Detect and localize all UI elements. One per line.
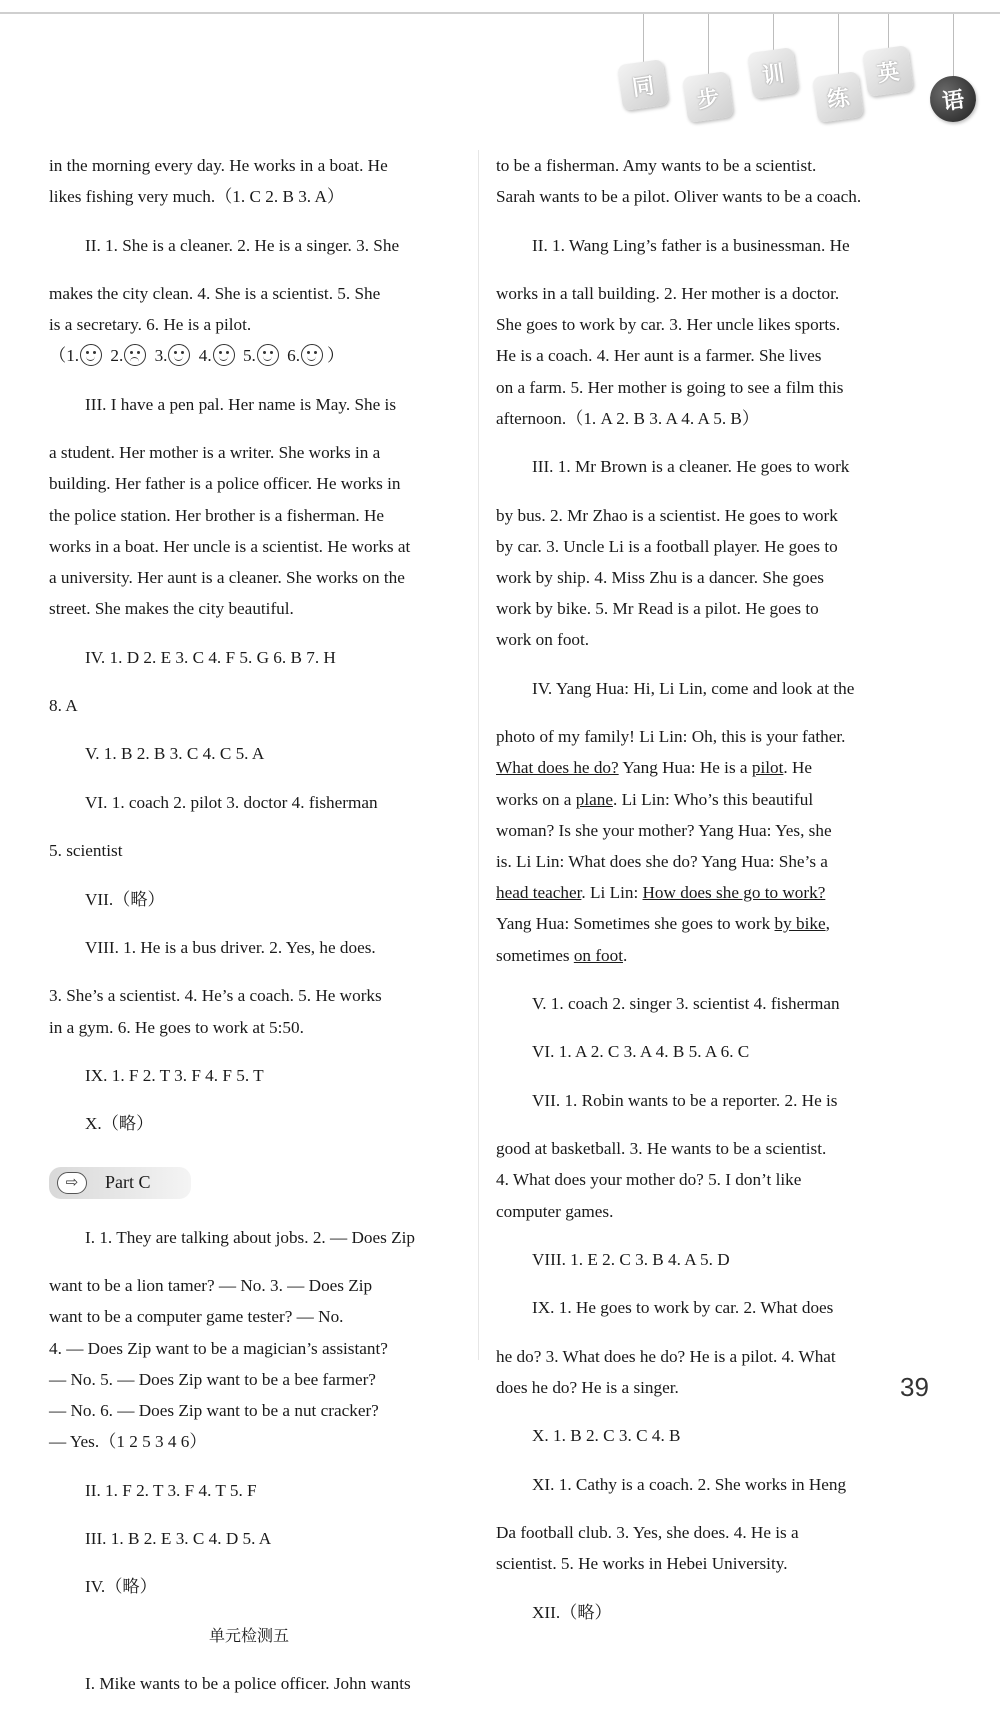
title-tile-2: 步 (682, 71, 734, 123)
text-line: in the morning every day. He works in a boat. He (49, 156, 388, 175)
text-line: III. I have a pen pal. Her name is May. She is (85, 394, 397, 414)
text-line: XI. 1. Cathy is a coach. 2. She works in Heng (532, 1474, 847, 1494)
text-line: a university. Her aunt is a cleaner. She works on the (49, 567, 405, 587)
text-line: I. 1. They are talking about jobs. 2. — Does Zip (85, 1227, 416, 1247)
text-line: on a farm. 5. Her mother is going to see a film this (496, 377, 844, 397)
underlined-answer: pilot (751, 758, 784, 778)
text-span: Yang Hua: He is a (618, 758, 752, 778)
underlined-answer: How does she go to work? (642, 883, 826, 903)
text-line: photo of my family! Li Lin: Oh, this is your father. (496, 727, 846, 747)
part-c-label: Part C (105, 1172, 151, 1193)
text-line: X.（略） (85, 1114, 154, 1134)
text-line: a student. Her mother is a writer. She works in a (49, 443, 381, 463)
face-label: 2. (110, 346, 124, 366)
text-line (496, 908, 896, 939)
text-line: Sarah wants to be a pilot. Oliver wants to be a coach. (496, 187, 862, 207)
text-line: scientist. 5. He works in Hebei University. (496, 1554, 788, 1574)
unit-test-title: 单元检测五 (208, 1625, 289, 1645)
text-line: want to be a lion tamer? — No. 3. — Does Zip (49, 1276, 373, 1296)
text-span: . He (783, 758, 813, 778)
right-column (496, 150, 896, 1645)
title-tile-5: 英 (862, 45, 914, 97)
text-span: . (623, 945, 628, 965)
text-line: VIII. 1. He is a bus driver. 2. Yes, he does. (85, 937, 376, 957)
text-line: he do? 3. What does he do? He is a pilot. 4. What (496, 1346, 836, 1366)
left-column (49, 150, 449, 1717)
underlined-answer: by bike (774, 914, 826, 934)
text-line: II. 1. Wang Ling’s father is a businessman. He (532, 235, 850, 255)
text-line: XII.（略） (532, 1602, 612, 1622)
text-line: in a gym. 6. He goes to work at 5:50. (49, 1017, 304, 1037)
face-label: 4. (198, 346, 212, 366)
text-span: , (825, 914, 830, 934)
text-span: . Li Lin: Who’s this beautiful (612, 789, 814, 809)
text-line (496, 752, 896, 783)
page-number: 39 (900, 1372, 929, 1402)
smile-face-icon (168, 344, 190, 366)
smile-face-icon (301, 344, 323, 366)
text-line: III. 1. Mr Brown is a cleaner. He goes to work (532, 457, 850, 477)
text-line: work by bike. 5. Mr Read is a pilot. He goes to (496, 599, 819, 619)
title-tile-6: 语 (927, 73, 979, 125)
text-line: — Yes.（1 2 5 3 4 6） (49, 1432, 207, 1452)
text-span: works on a (496, 789, 576, 809)
text-line: street. She makes the city beautiful. (49, 599, 294, 619)
text-line: 4. What does your mother do? 5. I don’t like (496, 1170, 802, 1190)
text-line: the police station. Her brother is a fisherman. He (49, 505, 385, 525)
text-line: V. 1. coach 2. singer 3. scientist 4. fisherman (532, 993, 840, 1013)
text-line: by bus. 2. Mr Zhao is a scientist. He goes to work (496, 505, 838, 525)
smile-face-icon (213, 344, 235, 366)
text-line: IV. 1. D 2. E 3. C 4. F 5. G 6. B 7. H (85, 647, 336, 667)
face-label: 3. (154, 346, 168, 366)
text-line: work by ship. 4. Miss Zhu is a dancer. She goes (496, 567, 824, 587)
text-line: IX. 1. He goes to work by car. 2. What does (532, 1298, 834, 1318)
face-label: ） (327, 346, 345, 366)
text-line: II. 1. She is a cleaner. 2. He is a singer. 3. She (85, 235, 400, 255)
text-span: sometimes (496, 945, 574, 965)
text-line: X. 1. B 2. C 3. C 4. B (532, 1426, 681, 1446)
smile-face-icon (257, 344, 279, 366)
title-tile-3: 训 (747, 47, 799, 99)
text-line: 5. scientist (49, 841, 123, 861)
text-span: Yang Hua: Sometimes she goes to work (496, 914, 775, 934)
face-label: （1. (49, 346, 80, 366)
text-line: 8. A (49, 695, 78, 715)
underlined-answer: head teacher (496, 883, 582, 903)
title-tile-1: 同 (617, 59, 669, 111)
text-line: works in a tall building. 2. Her mother is a doctor. (496, 283, 840, 303)
title-tile-4: 练 (812, 71, 864, 123)
text-line: works in a boat. Her uncle is a scientist. He works at (49, 536, 411, 556)
text-line: He is a coach. 4. Her aunt is a farmer. She lives (496, 346, 822, 366)
text-line: by car. 3. Uncle Li is a football player. He goes to (496, 536, 838, 556)
text-line: good at basketball. 3. He wants to be a scientist. (496, 1139, 827, 1159)
text-line: woman? Is she your mother? Yang Hua: Yes, she (496, 820, 832, 840)
text-line: I. Mike wants to be a police officer. John wants (85, 1674, 411, 1694)
text-line: is a secretary. 6. He is a pilot. (49, 315, 252, 335)
column-divider (478, 150, 479, 1360)
arrow-right-icon: ⇨ (57, 1172, 87, 1194)
underlined-answer: What does he do? (496, 758, 619, 778)
text-line (496, 784, 896, 815)
face-label: 5. (242, 346, 256, 366)
text-line: 4. — Does Zip want to be a magician’s assistant? (49, 1338, 388, 1358)
text-line: computer games. (496, 1201, 614, 1221)
underlined-answer: plane (575, 789, 613, 809)
text-line: II. 1. F 2. T 3. F 4. T 5. F (85, 1480, 257, 1500)
text-line: — No. 5. — Does Zip want to be a bee farmer? (49, 1369, 376, 1389)
text-line: building. Her father is a police officer. He works in (49, 474, 401, 494)
series-title-tiles (600, 14, 1000, 134)
text-line: VIII. 1. E 2. C 3. B 4. A 5. D (532, 1249, 730, 1269)
text-line: — No. 6. — Does Zip want to be a nut cracker? (49, 1401, 379, 1421)
part-c-banner (49, 1167, 191, 1199)
text-line (496, 877, 896, 908)
text-span: . Li Lin: (581, 883, 643, 903)
text-line: She goes to work by car. 3. Her uncle likes sports. (496, 315, 841, 335)
text-line: afternoon.（1. A 2. B 3. A 4. A 5. B） (496, 408, 760, 428)
text-line: IV. Yang Hua: Hi, Li Lin, come and look at the (532, 678, 855, 698)
text-line: VII.（略） (85, 889, 165, 909)
smile-face-icon (80, 344, 102, 366)
text-line: want to be a computer game tester? — No. (49, 1307, 344, 1327)
underlined-answer: on foot (573, 945, 623, 965)
text-line: V. 1. B 2. B 3. C 4. C 5. A (85, 744, 265, 764)
face-answers (49, 340, 449, 371)
text-line: is. Li Lin: What does she do? Yang Hua: She’s a (496, 851, 828, 871)
text-line: likes fishing very much.（1. C 2. B 3. A） (49, 187, 345, 207)
text-line: Da football club. 3. Yes, she does. 4. He is a (496, 1523, 799, 1543)
text-line: work on foot. (496, 630, 590, 650)
text-line: makes the city clean. 4. She is a scientist. 5. She (49, 283, 381, 303)
text-line (496, 940, 896, 971)
text-line: III. 1. B 2. E 3. C 4. D 5. A (85, 1529, 272, 1549)
text-line: does he do? He is a singer. (496, 1377, 679, 1397)
frown-face-icon (124, 344, 146, 366)
text-line: VI. 1. coach 2. pilot 3. doctor 4. fisherman (85, 792, 378, 812)
text-line: 3. She’s a scientist. 4. He’s a coach. 5. He works (49, 986, 382, 1006)
text-line: IX. 1. F 2. T 3. F 4. F 5. T (85, 1065, 264, 1085)
text-line: VII. 1. Robin wants to be a reporter. 2. He is (532, 1090, 838, 1110)
text-line: VI. 1. A 2. C 3. A 4. B 5. A 6. C (532, 1042, 750, 1062)
text-line: to be a fisherman. Amy wants to be a scientist. (496, 156, 817, 175)
text-line: IV.（略） (85, 1577, 157, 1597)
face-label: 6. (287, 346, 301, 366)
